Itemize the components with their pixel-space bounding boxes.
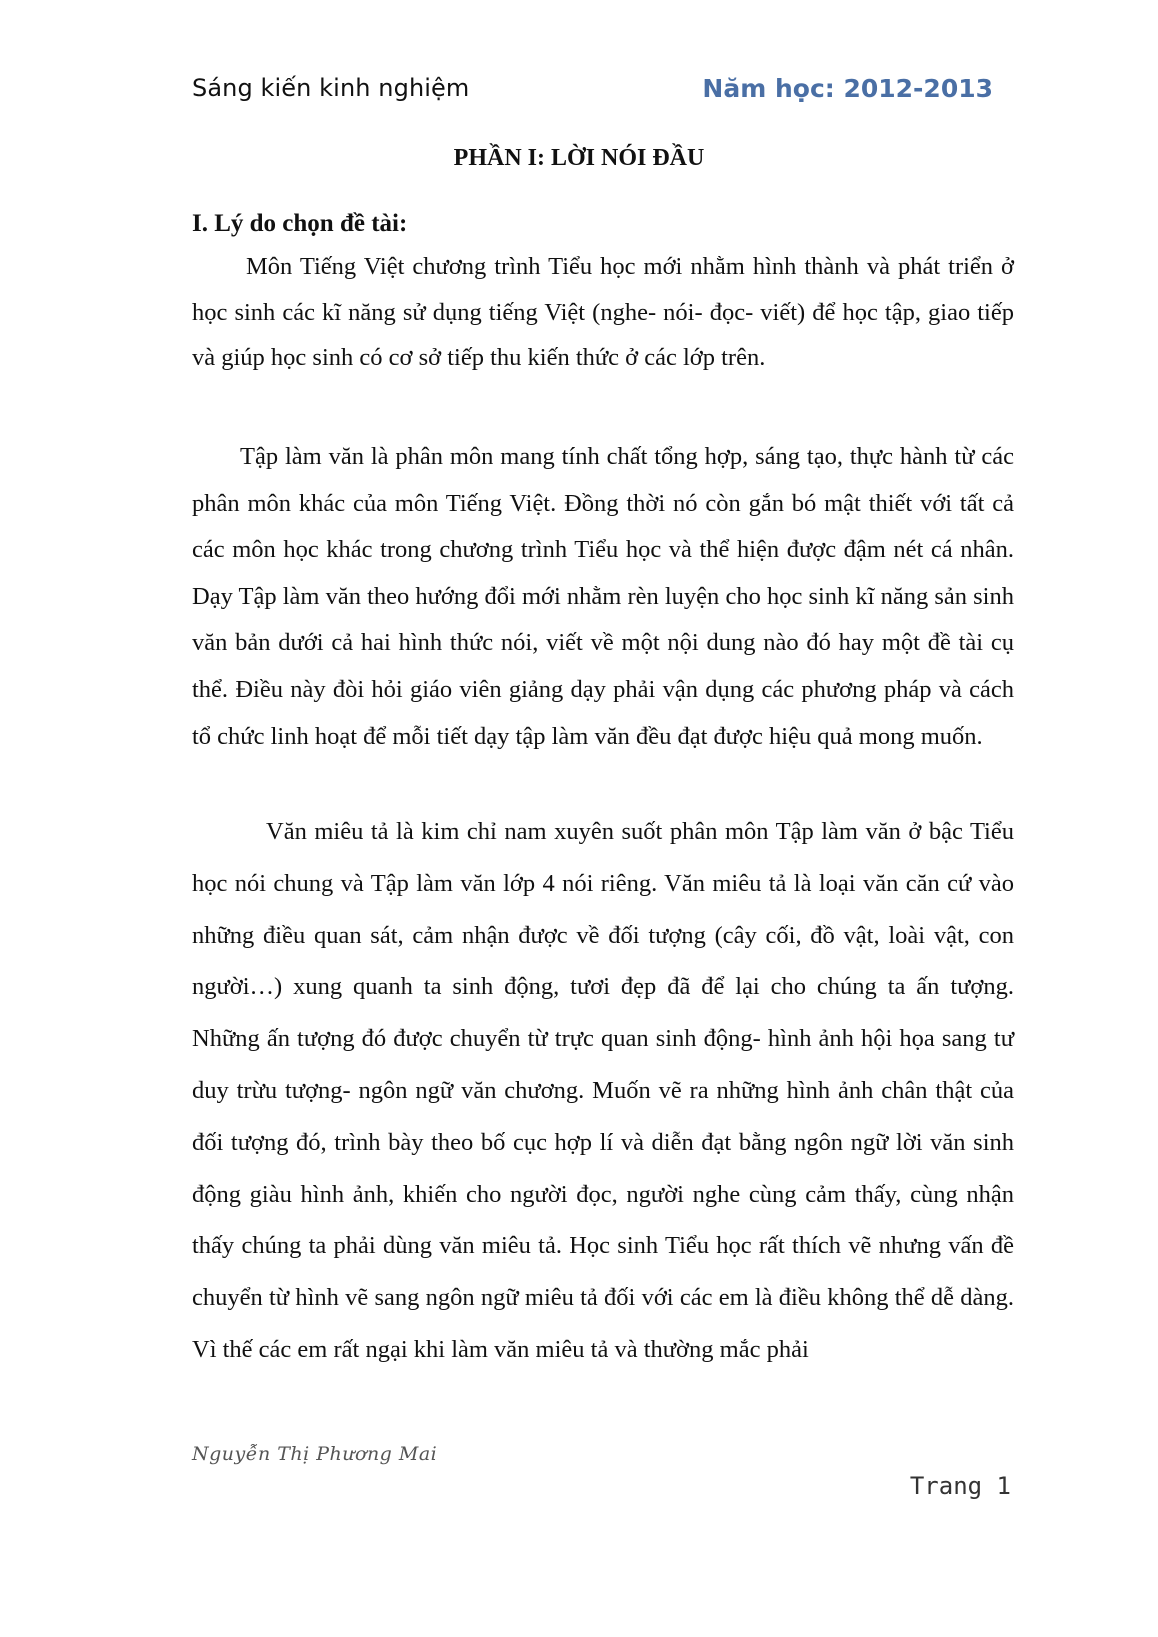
footer-author-signature: Nguyễn Thị Phương Mai [192, 1443, 438, 1465]
section-heading: I. Lý do chọn đề tài: [192, 210, 408, 237]
paragraph-2: Tập làm văn là phân môn mang tính chất tổng hợp, sáng tạo, thực hành từ các phân môn khác của môn Tiếng Việt. Đồng thời nó còn gắn bó mật thiết với tất cả các môn học khác trong chương trình Tiểu học và thể hiện được đậm nét cá nhân. Dạy Tập làm văn theo hướng đổi mới nhằm rèn luyện cho học sinh kĩ năng sản sinh văn bản dưới cả hai hình thức nói, viết về một nội dung nào đó hay một đề tài cụ thể. Điều này đòi hỏi giáo viên giảng dạy phải vận dụng các phương pháp và cách tổ chức linh hoạt để mỗi tiết dạy tập làm văn đều đạt được hiệu quả mong muốn. [192, 443, 1014, 750]
paragraph-1: Môn Tiếng Việt chương trình Tiểu học mới nhằm hình thành và phát triển ở học sinh các kĩ năng sử dụng tiếng Việt (nghe- nói- đọc- viết) để học tập, giao tiếp và giúp học sinh có cơ sở tiếp thu kiến thức ở các lớp trên. [192, 253, 1014, 371]
paragraph-3: Văn miêu tả là kim chỉ nam xuyên suốt phân môn Tập làm văn ở bậc Tiểu học nói chung và Tập làm văn lớp 4 nói riêng. Văn miêu tả là loại văn căn cứ vào những điều quan sát, cảm nhận được về đối tượng (cây cối, đồ vật, loài vật, con người…) xung quanh ta sinh động, tươi đẹp đã để lại cho chúng ta ấn tượng. Những ấn tượng đó được chuyển từ trực quan sinh động- hình ảnh hội họa sang tư duy trừu tượng- ngôn ngữ văn chương. Muốn vẽ ra những hình ảnh chân thật của đối tượng đó, trình bày theo bố cục hợp lí và diễn đạt bằng ngôn ngữ lời văn sinh động giàu hình ảnh, khiến cho người đọc, người nghe cùng cảm thấy, cùng nhận thấy chúng ta phải dùng văn miêu tả. Học sinh Tiểu học rất thích vẽ nhưng vấn đề chuyển từ hình vẽ sang ngôn ngữ miêu tả đối với các em là điều không thể dễ dàng. Vì thế các em rất ngại khi làm văn miêu tả và thường mắc phải [192, 818, 1014, 1363]
footer-page-number: Trang 1 [909, 1472, 1011, 1500]
header-school-year: Năm học: 2012-2013 [702, 74, 993, 103]
header-document-type: Sáng kiến kinh nghiệm [192, 74, 470, 102]
part-title: PHẦN I: LỜI NÓI ĐẦU [453, 145, 705, 171]
